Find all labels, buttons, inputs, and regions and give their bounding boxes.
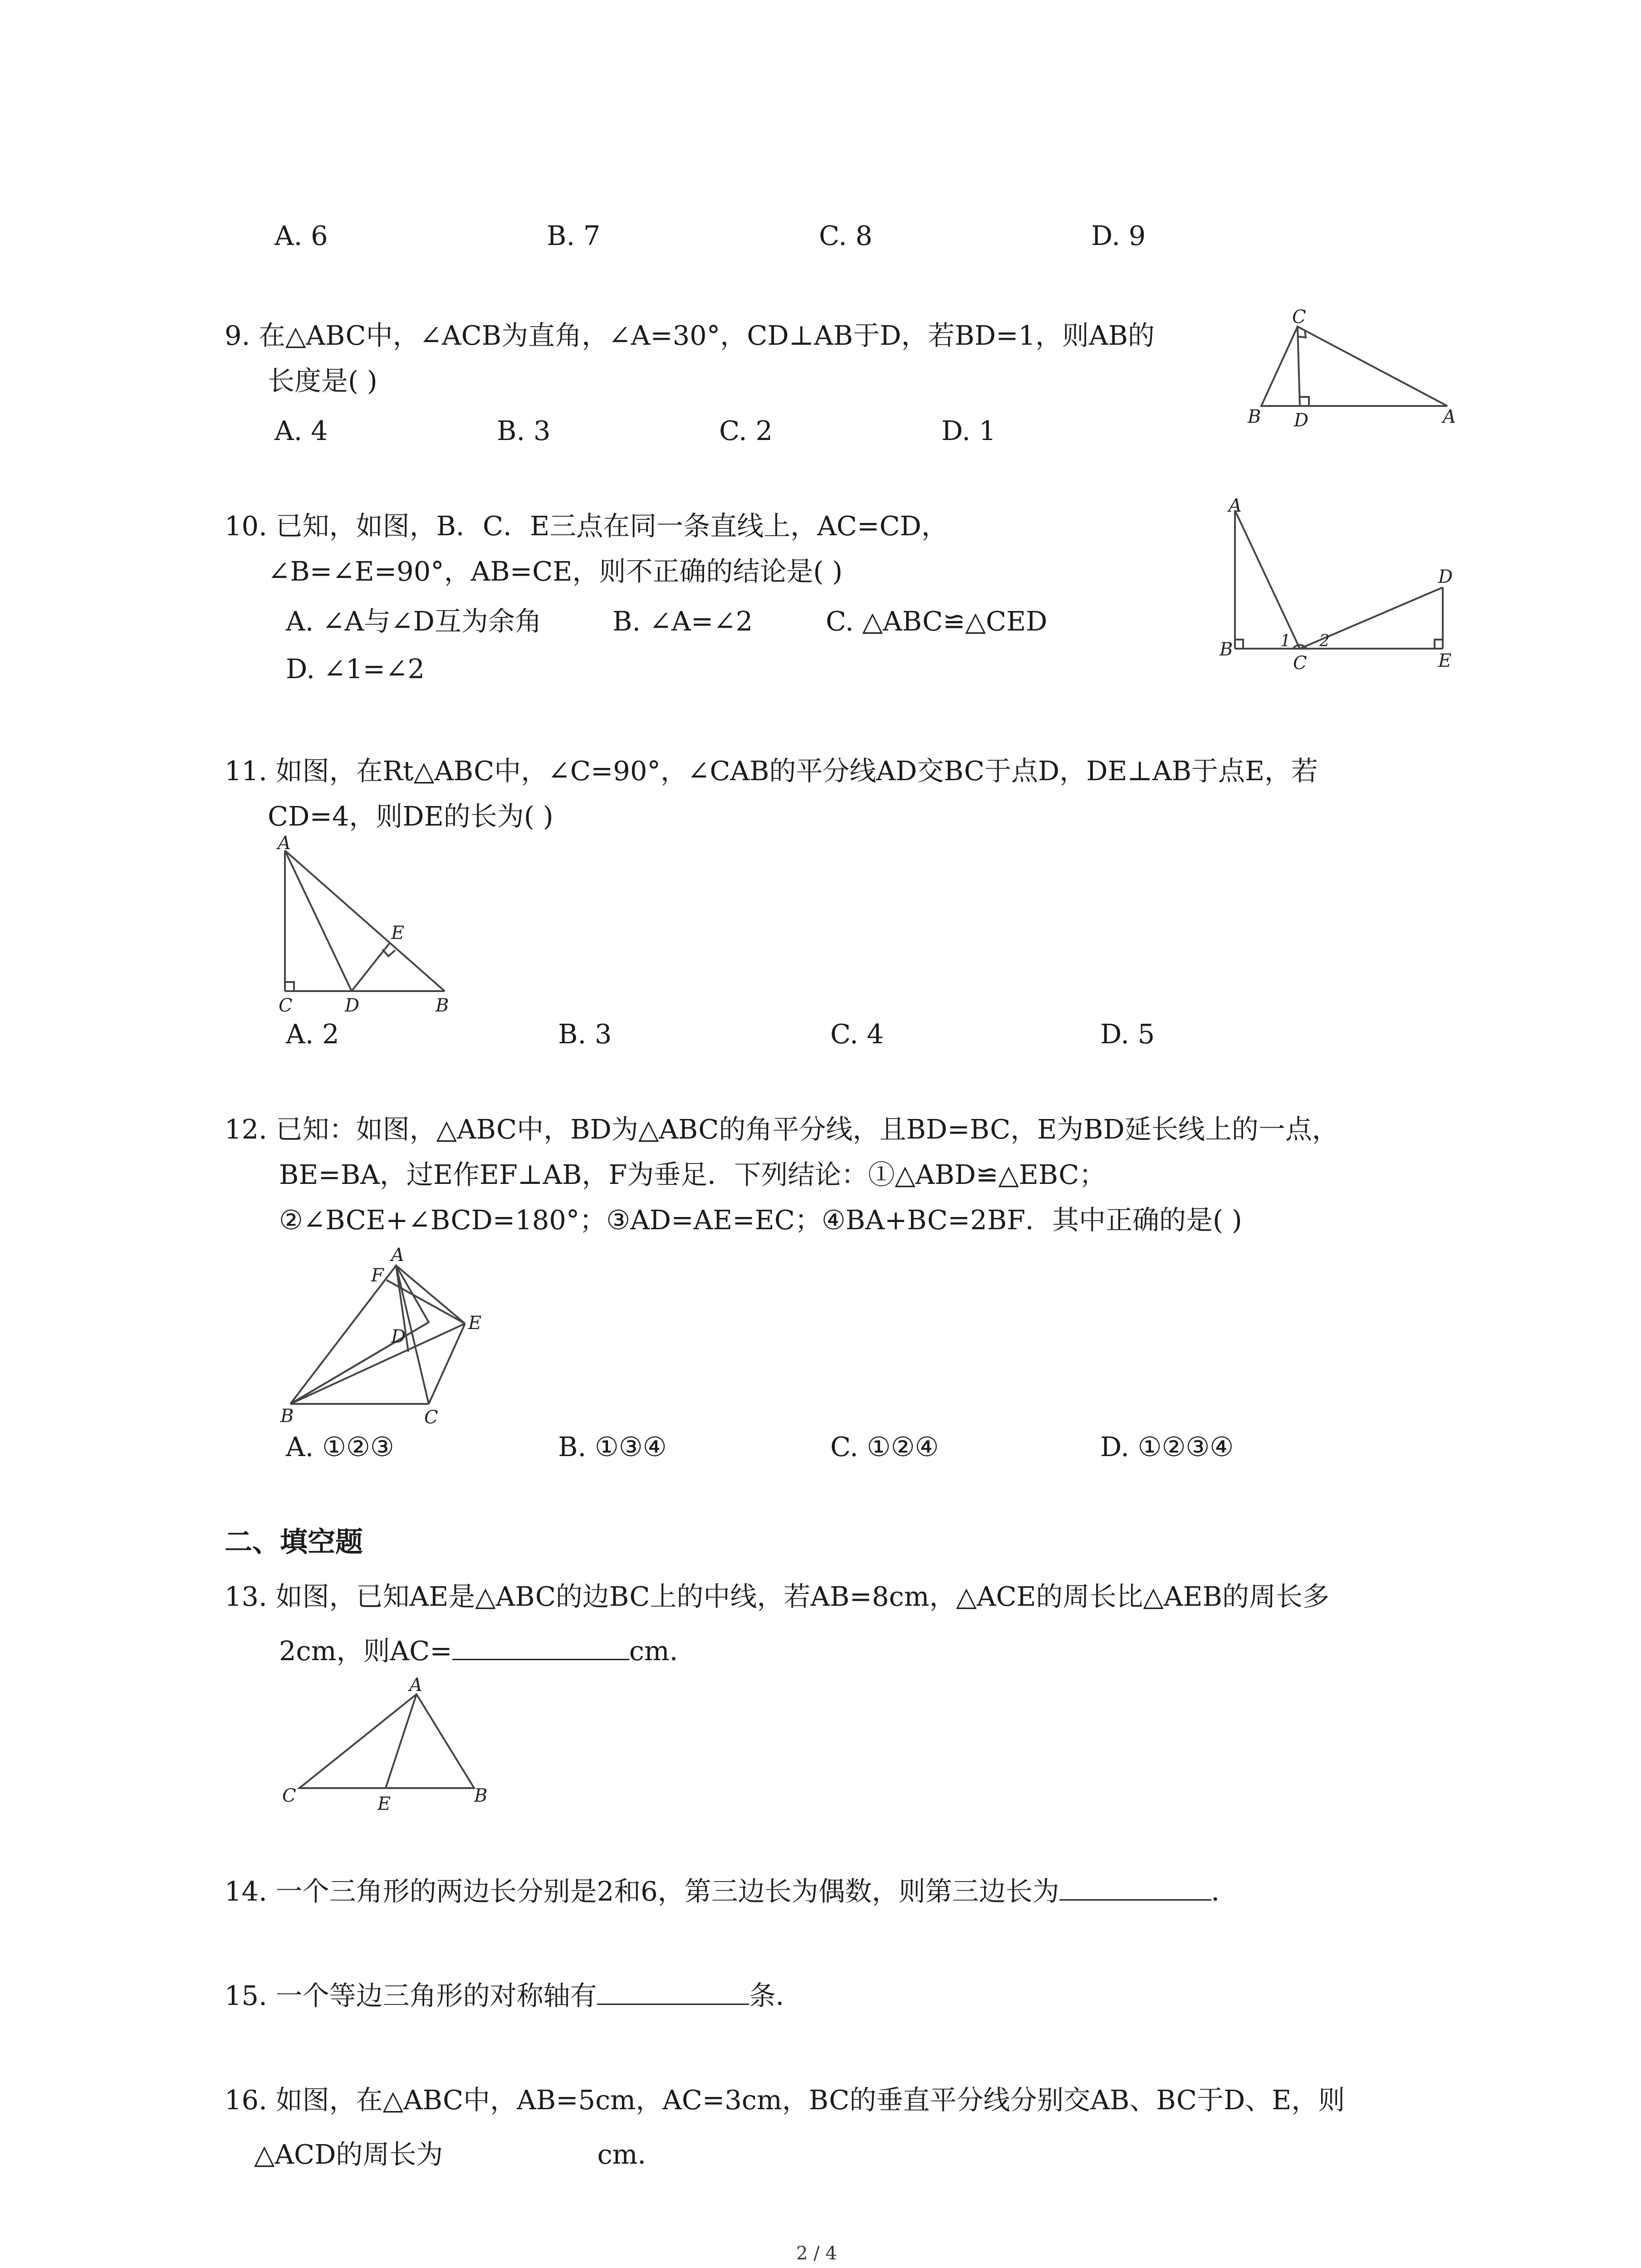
q11-text-line1: 11. 如图，在Rt△ABC中，∠C=90°，∠CAB的平分线AD交BC于点D，DE⊥AB于点E，若 (225, 755, 1318, 787)
q9-label-b: B (1248, 406, 1261, 427)
q11-option-d: D. 5 (1100, 1018, 1155, 1050)
q12-label-b: B (280, 1406, 294, 1427)
q12-option-b: B. ①③④ (558, 1431, 667, 1462)
q9-text-line1: 9. 在△ABC中，∠ACB为直角，∠A=30°，CD⊥AB于D，若BD=1，则AB的 (225, 320, 1155, 351)
q11-text-line2: CD=4，则DE的长为( ) (268, 801, 554, 832)
q9-option-b: B. 3 (497, 415, 551, 446)
q13-figure (272, 1669, 508, 1819)
q11-label-d: D (345, 995, 360, 1016)
q10-label-1: 1 (1280, 632, 1291, 650)
q13-label-b: B (474, 1785, 488, 1806)
q10-label-e: E (1438, 650, 1452, 671)
q10-option-b: B. ∠A=∠2 (612, 606, 753, 637)
q9-text-line2: 长度是( ) (268, 365, 377, 396)
q10-text-line2: ∠B=∠E=90°，AB=CE，则不正确的结论是( ) (268, 556, 843, 587)
q15-answer-blank[interactable] (597, 1976, 749, 2005)
q8-option-b: B. 7 (547, 220, 601, 251)
q10-figure (1207, 495, 1461, 680)
q9-label-a: A (1443, 406, 1456, 427)
q11-label-c: C (279, 995, 293, 1016)
q8-option-c: C. 8 (819, 220, 873, 251)
q14-text (225, 1869, 1238, 1914)
page-number: 2 / 4 (796, 2243, 837, 2264)
q12-text-line1: 12. 已知：如图，△ABC中，BD为△ABC的角平分线，且BD=BC，E为BD延长线上的一点， (225, 1114, 1339, 1145)
q16-text-pre: △ACD的周长为 (254, 2139, 443, 2170)
q12-text-line3: ②∠BCE+∠BCD=180°；③AD=AE=EC；④BA+BC=2BF．其中正确的是( ) (279, 1204, 1242, 1236)
q14-answer-blank[interactable] (1059, 1872, 1211, 1901)
q13-text-line1: 13. 如图，已知AE是△ABC的边BC上的中线，若AB=8cm，△ACE的周长比△AEB的周长多 (225, 1581, 1329, 1612)
q10-label-c: C (1293, 653, 1307, 674)
q9-figure (1239, 304, 1465, 440)
q9-option-a: A. 4 (274, 415, 328, 446)
q16-text-post: cm． (597, 2139, 665, 2170)
q13-text-pre: 2cm，则AC= (279, 1635, 452, 1667)
q10-label-a: A (1229, 495, 1242, 516)
q12-label-c: C (424, 1407, 438, 1428)
q11-figure (272, 835, 463, 1016)
q12-label-d: D (391, 1326, 406, 1347)
q13-answer-blank[interactable] (452, 1632, 629, 1660)
q9-label-c: C (1292, 307, 1306, 327)
q11-label-a: A (278, 833, 291, 854)
q12-option-c: C. ①②④ (830, 1431, 939, 1462)
q10-text-line1: 10. 已知，如图，B．C．E三点在同一条直线上，AC=CD， (225, 510, 948, 542)
q13-label-a: A (409, 1675, 422, 1696)
q10-option-c: C. △ABC≌△CED (826, 606, 1048, 637)
q8-option-d: D. 9 (1091, 220, 1146, 251)
q9-option-c: C. 2 (719, 415, 773, 446)
q16-text-line1: 16. 如图，在△ABC中，AB=5cm，AC=3cm，BC的垂直平分线分别交AB、BC于D、E，则 (225, 2084, 1345, 2116)
q10-label-b: B (1220, 639, 1233, 660)
q9-label-d: D (1294, 410, 1309, 431)
q13-label-c: C (282, 1785, 296, 1806)
q12-label-e: E (468, 1313, 482, 1334)
q9-option-d: D. 1 (941, 415, 996, 446)
q15-text (225, 1973, 803, 2019)
q12-label-f: F (371, 1265, 384, 1286)
q12-option-a: A. ①②③ (286, 1431, 394, 1462)
q12-option-d: D. ①②③④ (1100, 1431, 1234, 1462)
q12-figure (272, 1243, 508, 1433)
q12-label-a: A (391, 1245, 404, 1266)
q11-label-e: E (391, 923, 405, 943)
q11-option-b: B. 3 (558, 1018, 612, 1050)
q10-option-a: A. ∠A与∠D互为余角 (286, 606, 542, 637)
q15-text-pre: 15. 一个等边三角形的对称轴有 (225, 1980, 597, 2011)
q14-text-post: ． (1211, 1876, 1238, 1907)
q10-label-d: D (1438, 567, 1453, 587)
q14-text-pre: 14. 一个三角形的两边长分别是2和6，第三边长为偶数，则第三边长为 (225, 1876, 1059, 1907)
q15-text-post: 条． (749, 1980, 803, 2011)
q11-option-c: C. 4 (830, 1018, 884, 1050)
q10-option-d: D. ∠1=∠2 (286, 653, 425, 684)
q11-label-b: B (436, 995, 449, 1016)
q16-text-line2 (254, 2132, 664, 2177)
q13-label-e: E (377, 1794, 391, 1814)
q13-text-line2 (279, 1628, 696, 1674)
section-heading: 二、填空题 (225, 1526, 363, 1558)
q13-text-post: cm． (629, 1635, 696, 1667)
q10-label-2: 2 (1319, 632, 1330, 650)
q11-option-a: A. 2 (286, 1018, 339, 1050)
q12-text-line2: BE=BA，过E作EF⊥AB，F为垂足．下列结论：①△ABD≌△EBC； (279, 1159, 1106, 1190)
q8-option-a: A. 6 (274, 220, 328, 251)
